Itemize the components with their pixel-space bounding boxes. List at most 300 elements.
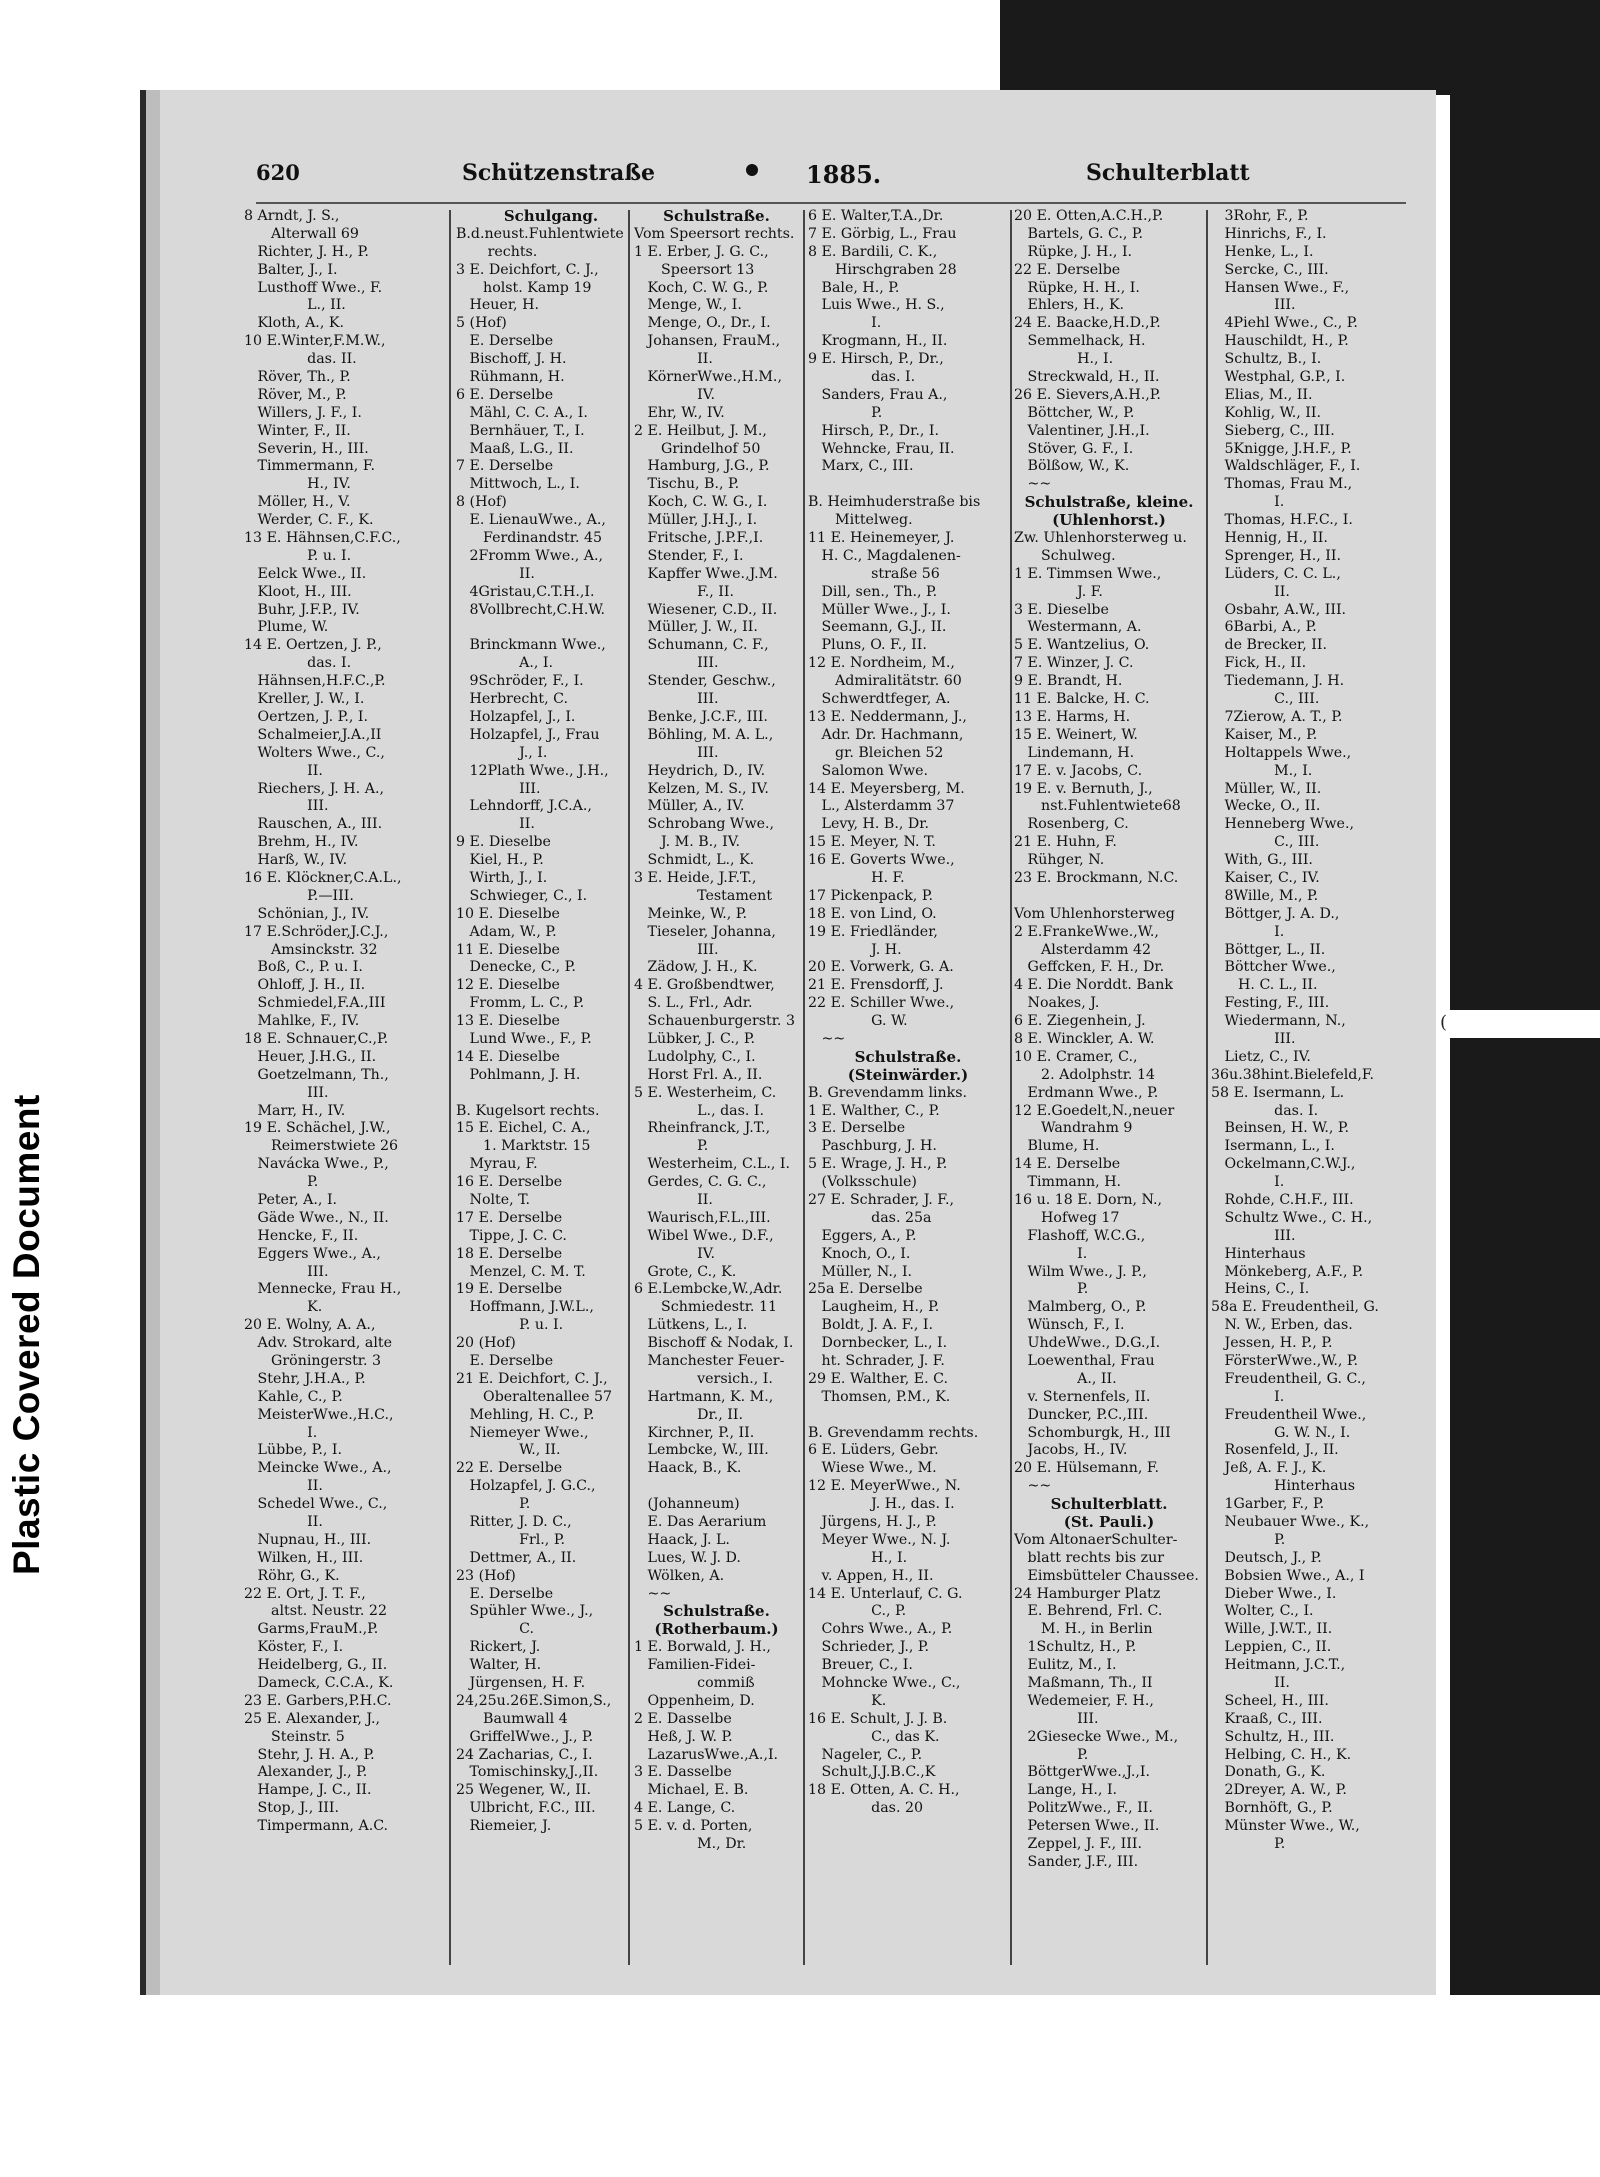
directory-entry: 6 E. Lüders, Gebr.	[808, 1442, 939, 1459]
directory-entry: Manchester Feuer-	[634, 1353, 785, 1369]
directory-entry: 1 E. Timmsen Wwe.,	[1014, 565, 1162, 582]
directory-entry: Seemann, G.J., II.	[808, 619, 947, 636]
directory-entry: E. Derselbe	[456, 333, 554, 350]
directory-entry: Kraaß, C., III.	[1211, 1710, 1323, 1727]
directory-entry: 5 E. Wantzelius, O.	[1014, 637, 1150, 654]
directory-entry: Beinsen, H. W., P.	[1211, 1120, 1350, 1137]
section-heading: Schulstraße.	[854, 1048, 962, 1066]
directory-entry: E. Derselbe	[456, 1585, 554, 1602]
directory-entry: Horst Frl. A., II.	[634, 1066, 763, 1083]
directory-entry: Bernhäuer, T., I.	[456, 422, 585, 439]
directory-entry: Schultz, H., III.	[1211, 1728, 1335, 1745]
directory-entry: 14 E. Unterlauf, C. G.	[808, 1585, 963, 1602]
directory-entry: 29 E. Walther, E. C.	[808, 1370, 948, 1387]
directory-entry: Ferdinandstr. 45	[456, 530, 603, 547]
directory-entry: 23 E. Garbers,P.H.C.	[244, 1692, 392, 1709]
directory-entry: Ockelmann,C.W.J.,	[1211, 1156, 1356, 1173]
directory-entry: Holzapfel, J., Frau	[456, 726, 600, 743]
directory-entry: Wehncke, Frau, II.	[808, 440, 955, 457]
directory-entry: Mennecke, Frau H.,	[244, 1281, 402, 1298]
directory-entry: 1 E. Walther, C., P.	[808, 1102, 940, 1119]
directory-entry: Menzel, C. M. T.	[456, 1263, 586, 1280]
directory-entry: III.	[1211, 1227, 1296, 1244]
directory-entry: Henke, L., I.	[1211, 243, 1314, 260]
directory-entry: Nolte, T.	[456, 1191, 531, 1208]
directory-entry: 27 E. Schrader, J. F.,	[808, 1191, 954, 1208]
directory-entry: Duncker, P.C.,III.	[1014, 1406, 1149, 1423]
directory-entry: Adam, W., P.	[456, 923, 557, 940]
directory-entry: Bölßow, W., K.	[1014, 458, 1130, 475]
directory-entry: Johansen, FrauM.,	[634, 333, 781, 350]
directory-entry: III.	[456, 780, 541, 797]
directory-entry: J. M. B., IV.	[634, 834, 741, 851]
directory-entry: II.	[456, 816, 535, 833]
directory-entry: Valentiner, J.H.,I.	[1014, 422, 1150, 439]
directory-entry: ~~	[808, 1030, 846, 1047]
directory-entry: Riechers, J. H. A.,	[244, 780, 384, 797]
directory-entry: Heydrich, D., IV.	[634, 762, 766, 779]
directory-entry: IV.	[634, 1245, 716, 1262]
directory-entry: Hansen Wwe., F.,	[1211, 279, 1350, 296]
directory-entry: Deutsch, J., P.	[1211, 1549, 1322, 1566]
directory-entry: Haack, J. L.	[634, 1531, 730, 1548]
directory-entry: Hirsch, P., Dr., I.	[808, 422, 940, 439]
directory-entry: I.	[1211, 1388, 1285, 1405]
directory-entry: Timpermann, A.C.	[244, 1818, 389, 1835]
directory-entry: Schrieder, J., P.	[808, 1639, 930, 1656]
directory-entry: Schmidt, L., K.	[634, 852, 755, 869]
directory-entry: H., IV.	[244, 476, 351, 493]
directory-entry: Mittelweg.	[808, 512, 913, 529]
directory-entry: Schultz Wwe., C. H.,	[1211, 1209, 1373, 1226]
directory-entry: 24,25u.26E.Simon,S.,	[456, 1692, 612, 1709]
directory-entry: Mähl, C. C. A., I.	[456, 404, 588, 421]
directory-entry: Timmann, H.	[1014, 1174, 1122, 1191]
directory-entry: Spühler Wwe., J.,	[456, 1603, 594, 1620]
directory-entry: III.	[634, 941, 719, 958]
directory-entry: 7 E. Görbig, L., Frau	[808, 225, 957, 242]
directory-entry: 5 E. Wrage, J. H., P.	[808, 1156, 948, 1173]
directory-entry: Mehling, H. C., P.	[456, 1406, 595, 1423]
right-heading: Schulterblatt	[1086, 160, 1250, 186]
directory-entry: Streckwald, H., II.	[1014, 369, 1160, 386]
directory-entry: Schrobang Wwe.,	[634, 816, 775, 833]
directory-entry: Peter, A., I.	[244, 1191, 338, 1208]
directory-entry: 10 E. Dieselbe	[456, 905, 560, 922]
directory-entry: Waurisch,F.L.,III.	[634, 1209, 771, 1226]
directory-entry: 19 E. v. Bernuth, J.,	[1014, 780, 1153, 797]
directory-entry: Winter, F., II.	[244, 422, 351, 439]
directory-entry: Hofweg 17	[1014, 1209, 1120, 1226]
section-heading: (St. Pauli.)	[1063, 1514, 1155, 1532]
section-heading: (Steinwärder.)	[847, 1066, 969, 1084]
directory-entry: 4 E. Die Norddt. Bank	[1014, 977, 1173, 994]
directory-entry: Böttger, L., II.	[1211, 941, 1326, 958]
directory-entry: Schult,J.J.B.C.,K	[808, 1764, 936, 1781]
directory-entry: Mahlke, F., IV.	[244, 1013, 360, 1030]
directory-entry: BöttgerWwe.,J.,I.	[1014, 1764, 1151, 1781]
directory-entry: Reimerstwiete 26	[244, 1138, 399, 1155]
directory-entry: 8Wille, M., P.	[1211, 887, 1319, 904]
directory-entry: das. I.	[808, 369, 916, 386]
directory-entry: Schulweg.	[1014, 547, 1116, 564]
directory-entry: Noakes, J.	[1014, 995, 1100, 1012]
directory-entry: J. H.	[808, 941, 902, 958]
directory-entry: Wedemeier, F. H.,	[1014, 1692, 1154, 1709]
directory-entry: Dettmer, A., II.	[456, 1549, 577, 1566]
directory-entry: 1 E. Erber, J. G. C.,	[634, 243, 769, 260]
directory-entry: I.	[1014, 1245, 1088, 1262]
side-label: Plastic Covered Document	[6, 1094, 47, 1575]
directory-entry: II.	[244, 1478, 323, 1495]
directory-entry: Helbing, C. H., K.	[1211, 1746, 1352, 1763]
directory-entry: II.	[456, 565, 535, 582]
directory-entry: Semmelhack, H.	[1014, 333, 1146, 350]
directory-entry: 6 E. Walter,T.A.,Dr.	[808, 208, 944, 224]
directory-entry: Gröningerstr. 3	[244, 1353, 382, 1369]
scan-border-gap	[1450, 1010, 1600, 1038]
directory-entry: Wölken, A.	[634, 1567, 725, 1584]
directory-entry: Paschburg, J. H.	[808, 1138, 937, 1155]
directory-entry: Hencke, F., II.	[244, 1227, 359, 1244]
directory-entry: Böttcher Wwe.,	[1211, 959, 1336, 976]
directory-entry: ~~	[634, 1585, 672, 1602]
directory-entry: ~~	[1014, 1478, 1052, 1495]
directory-entry: Westermann, A.	[1014, 619, 1142, 636]
directory-entry: KörnerWwe.,H.M.,	[634, 369, 782, 386]
column-5	[1014, 208, 1204, 1973]
directory-entry: Menge, O., Dr., I.	[634, 315, 771, 332]
directory-entry: Kloth, A., K.	[244, 315, 344, 332]
directory-entry: Ohloff, J. H., II.	[244, 977, 366, 994]
directory-entry: Schönian, J., IV.	[244, 905, 370, 922]
column-divider	[1206, 210, 1208, 1965]
directory-entry: 24 Hamburger Platz	[1014, 1585, 1161, 1602]
directory-entry: Fick, H., II.	[1211, 655, 1307, 672]
directory-entry: Böttger, J. A. D.,	[1211, 905, 1340, 922]
directory-entry: Schwerdtfeger, A.	[808, 691, 951, 708]
directory-entry: Lübker, J. C., P.	[634, 1030, 756, 1047]
directory-entry: Scheel, H., III.	[1211, 1692, 1329, 1709]
directory-entry: 6 E. Ziegenhein, J.	[1014, 1013, 1146, 1030]
directory-entry: Heß, J. W. P.	[634, 1728, 733, 1745]
directory-entry: ~~	[1014, 476, 1052, 493]
directory-entry: Bischoff, J. H.	[456, 351, 567, 368]
directory-entry: Tiedemann, J. H.	[1211, 673, 1345, 690]
directory-entry: 3 E. Heide, J.F.T.,	[634, 869, 757, 886]
directory-entry: B.d.neust.Fuhlentwiete	[456, 225, 624, 242]
directory-entry: Lübbe, P., I.	[244, 1442, 342, 1459]
directory-entry: III.	[244, 1263, 329, 1280]
left-heading: Schützenstraße	[462, 160, 656, 186]
directory-entry: Neubauer Wwe., K.,	[1211, 1514, 1370, 1531]
directory-entry: 2 E.FrankeWwe.,W.,	[1014, 923, 1159, 940]
directory-entry: Koch, C. W. G., I.	[634, 494, 768, 511]
directory-entry: 3 E. Dieselbe	[1014, 601, 1109, 618]
directory-entry: E. Das Aerarium	[634, 1514, 767, 1531]
directory-entry: 9Schröder, F., I.	[456, 673, 584, 690]
directory-entry: 22 E. Schiller Wwe.,	[808, 995, 955, 1012]
directory-entry: 4Piehl Wwe., C., P.	[1211, 315, 1358, 332]
directory-entry: Ulbricht, F.C., III.	[456, 1800, 596, 1817]
directory-entry: Thomas, H.F.C., I.	[1211, 512, 1353, 529]
directory-entry: Wiesener, C.D., II.	[634, 601, 778, 618]
directory-entry: Jessen, H. P., P.	[1211, 1335, 1333, 1352]
directory-entry: rechts.	[456, 243, 538, 260]
directory-entry: L., Alsterdamm 37	[808, 798, 955, 815]
directory-entry: 16 E. Goverts Wwe.,	[808, 852, 955, 869]
directory-entry: Oberaltenallee 57	[456, 1388, 613, 1405]
directory-entry: Wecke, O., II.	[1211, 798, 1321, 815]
directory-entry: 7Zierow, A. T., P.	[1211, 708, 1343, 725]
directory-entry: Lütkens, L., I.	[634, 1317, 748, 1334]
directory-entry: II.	[244, 762, 323, 779]
directory-entry: 1. Marktstr. 15	[456, 1138, 591, 1155]
directory-entry: (Johanneum)	[634, 1496, 740, 1513]
directory-entry: Niemeyer Wwe.,	[456, 1424, 589, 1441]
directory-entry: M. H., in Berlin	[1014, 1621, 1153, 1638]
directory-entry: 14 E. Derselbe	[1014, 1156, 1121, 1173]
directory-entry	[808, 476, 1008, 494]
directory-entry: S. L., Frl., Adr.	[634, 995, 753, 1012]
directory-entry: Zw. Uhlenhorsterweg u.	[1014, 530, 1187, 547]
directory-entry: Koch, C. W. G., P.	[634, 279, 769, 296]
directory-entry: 18 E. von Lind, O.	[808, 905, 937, 922]
directory-entry: Harß, W., IV.	[244, 852, 348, 869]
directory-entry: Brehm, H., IV.	[244, 834, 359, 851]
directory-entry: Severin, H., III.	[244, 440, 369, 457]
directory-entry: III.	[244, 798, 329, 815]
directory-entry: Osbahr, A.W., III.	[1211, 601, 1347, 618]
directory-entry: Münster Wwe., W.,	[1211, 1818, 1360, 1835]
directory-entry: Kapffer Wwe.,J.M.	[634, 565, 778, 582]
directory-entry: 21 E. Frensdorff, J.	[808, 977, 944, 994]
directory-entry: 3Rohr, F., P.	[1211, 208, 1309, 224]
directory-entry: III.	[1211, 1030, 1296, 1047]
directory-entry: Loewenthal, Frau	[1014, 1353, 1155, 1369]
directory-entry: Maßmann, Th., II	[1014, 1675, 1153, 1692]
directory-entry: 4Gristau,C.T.H.,I.	[456, 583, 595, 600]
directory-entry: Eelck Wwe., II.	[244, 565, 367, 582]
directory-entry: K.	[808, 1692, 887, 1709]
directory-entry: M., Dr.	[634, 1836, 747, 1853]
directory-entry: Admiralitätstr. 60	[808, 673, 962, 690]
directory-entry: 11 E. Balcke, H. C.	[1014, 691, 1150, 708]
directory-entry: Donath, G., K.	[1211, 1764, 1326, 1781]
directory-entry: Rickert, J.	[456, 1639, 541, 1656]
directory-entry: 14 E. Meyersberg, M.	[808, 780, 965, 797]
directory-entry: Riemeier, J.	[456, 1818, 552, 1835]
directory-entry: Fritsche, J.P.F.,I.	[634, 530, 764, 547]
directory-entry: Stehr, J.H.A., P.	[244, 1370, 366, 1387]
directory-entry: Jacobs, H., IV.	[1014, 1442, 1128, 1459]
directory-entry: P.	[1211, 1836, 1286, 1853]
column-6	[1211, 208, 1386, 1973]
directory-entry: P.	[244, 1174, 319, 1191]
column-divider	[1010, 210, 1012, 1965]
directory-entry: A., I.	[456, 655, 554, 672]
directory-entry: Menge, W., I.	[634, 297, 742, 314]
directory-entry: Hamburg, J.G., P.	[634, 458, 770, 475]
directory-entry: Hartmann, K. M.,	[634, 1388, 774, 1405]
directory-entry: 3 E. Deichfort, C. J.,	[456, 261, 599, 278]
directory-entry: C., P.	[808, 1603, 907, 1620]
directory-entry: Heitmann, J.C.T.,	[1211, 1657, 1346, 1674]
directory-entry: Lusthoff Wwe., F.	[244, 279, 383, 296]
directory-entry: Petersen Wwe., II.	[1014, 1818, 1160, 1835]
directory-entry: 22 E. Derselbe	[456, 1460, 563, 1477]
directory-entry: Freudentheil Wwe.,	[1211, 1406, 1367, 1423]
column-1	[244, 208, 444, 1973]
header-rule	[256, 202, 1406, 204]
directory-entry: Isermann, L., I.	[1211, 1138, 1335, 1155]
directory-entry: Sieberg, C., III.	[1211, 422, 1335, 439]
directory-entry: Mohncke Wwe., C.,	[808, 1675, 961, 1692]
directory-entry: 13 E. Hähnsen,C.F.C.,	[244, 530, 401, 547]
directory-entry: FörsterWwe.,W., P.	[1211, 1353, 1359, 1369]
directory-entry: Alexander, J., P.	[244, 1764, 368, 1781]
directory-entry: Lembcke, W., III.	[634, 1442, 769, 1459]
directory-entry: Eulitz, M., I.	[1014, 1657, 1117, 1674]
directory-entry: Walter, H.	[456, 1657, 542, 1674]
directory-entry: Holtappels Wwe.,	[1211, 744, 1352, 761]
directory-entry: Rüpke, H. H., I.	[1014, 279, 1140, 296]
directory-entry: F., II.	[634, 583, 735, 600]
column-3	[634, 208, 799, 1973]
directory-entry: Festing, F., III.	[1211, 995, 1330, 1012]
directory-entry: 3 E. Derselbe	[808, 1120, 906, 1137]
directory-entry: C., das K.	[808, 1728, 940, 1745]
directory-entry: Malmberg, O., P.	[1014, 1299, 1147, 1316]
directory-entry: 19 E. Friedländer,	[808, 923, 938, 940]
directory-entry: 21 E. Deichfort, C. J.,	[456, 1370, 608, 1387]
directory-entry: I.	[1211, 494, 1285, 511]
directory-entry: 13 E. Neddermann, J.,	[808, 708, 967, 725]
directory-entry: I.	[1211, 923, 1285, 940]
directory-entry: Wolters Wwe., C.,	[244, 744, 385, 761]
directory-entry: Waldschläger, F., I.	[1211, 458, 1361, 475]
directory-entry: II.	[1211, 1675, 1290, 1692]
directory-entry: 16 E. Derselbe	[456, 1174, 563, 1191]
directory-entry: Rohde, C.H.F., III.	[1211, 1191, 1354, 1208]
directory-entry: Pohlmann, J. H.	[456, 1066, 581, 1083]
directory-entry: Holzapfel, J. G.C.,	[456, 1478, 596, 1495]
directory-entry: Myrau, F.	[456, 1156, 538, 1173]
directory-entry: L., das. I.	[634, 1102, 765, 1119]
directory-entry: Rauschen, A., III.	[244, 816, 383, 833]
directory-entry: Jürgensen, H. F.	[456, 1675, 586, 1692]
column-divider	[803, 210, 805, 1965]
directory-entry: Rosenfeld, J., II.	[1211, 1442, 1339, 1459]
directory-entry	[456, 619, 646, 637]
directory-entry: P. u. I.	[456, 1317, 564, 1334]
directory-entry: 18 E. Schnauer,C.,P.	[244, 1030, 389, 1047]
directory-entry: 25 E. Alexander, J.,	[244, 1710, 381, 1727]
directory-entry: Gäde Wwe., N., II.	[244, 1209, 389, 1226]
directory-entry: 8 E. Winckler, A. W.	[1014, 1030, 1155, 1047]
directory-entry: C., III.	[1211, 834, 1320, 851]
directory-entry: Vom Speersort rechts.	[634, 225, 795, 242]
directory-entry: Müller, A., IV.	[634, 798, 745, 815]
directory-entry: J. F.	[1014, 583, 1103, 600]
directory-entry: Kreller, J. W., I.	[244, 691, 365, 708]
directory-entry: Schomburgk, H., III	[1014, 1424, 1171, 1441]
directory-entry: 25 Wegener, W., II.	[456, 1782, 591, 1799]
directory-entry: gr. Bleichen 52	[808, 744, 944, 761]
directory-entry: Möller, H., V.	[244, 494, 351, 511]
directory-entry: 58 E. Isermann, L.	[1211, 1084, 1345, 1101]
directory-entry: Tomischinsky,J.,II.	[456, 1764, 599, 1781]
section-heading: Schulstraße.	[663, 1603, 770, 1621]
directory-entry: II.	[634, 351, 713, 368]
directory-entry: 16 E. Klöckner,C.A.L.,	[244, 869, 402, 886]
directory-entry: Jeß, A. F. J., K.	[1211, 1460, 1327, 1477]
directory-entry: K.	[244, 1299, 323, 1316]
directory-entry: Frl., P.	[456, 1531, 566, 1548]
directory-entry: Müller Wwe., J., I.	[808, 601, 951, 618]
directory-entry: Westerheim, C.L., I.	[634, 1156, 790, 1173]
scan-bottom-margin	[0, 1995, 1600, 2177]
directory-entry: Brinckmann Wwe.,	[456, 637, 606, 654]
directory-entry: Thomsen, P.M., K.	[808, 1388, 951, 1405]
directory-entry: 24 E. Baacke,H.D.,P.	[1014, 315, 1161, 332]
page-header	[146, 160, 1436, 200]
directory-entry: LazarusWwe.,A.,I.	[634, 1746, 779, 1763]
directory-entry: 6 E. Derselbe	[456, 386, 554, 403]
directory-entry: 8Vollbrecht,C.H.W.	[456, 601, 606, 618]
directory-entry: Stehr, J. H. A., P.	[244, 1746, 375, 1763]
directory-entry: III.	[244, 1084, 329, 1101]
directory-entry: Adv. Strokard, alte	[244, 1335, 392, 1352]
directory-entry: Fromm, L. C., P.	[456, 995, 585, 1012]
directory-entry: 1Schultz, H., P.	[1014, 1639, 1137, 1656]
directory-entry: Wiese Wwe., M.	[808, 1460, 937, 1477]
directory-entry: Maaß, L.G., II.	[456, 440, 574, 457]
directory-entry: 10 E. Cramer, C.,	[1014, 1048, 1138, 1065]
directory-entry: Ritter, J. D. C.,	[456, 1514, 572, 1531]
directory-entry: Oertzen, J. P., I.	[244, 708, 368, 725]
directory-entry: Plume, W.	[244, 619, 329, 636]
directory-entry: Sprenger, H., II.	[1211, 547, 1341, 564]
directory-entry: versich., I.	[634, 1370, 773, 1387]
directory-entry: 12 E. Nordheim, M.,	[808, 655, 955, 672]
directory-entry: Holzapfel, J., I.	[456, 708, 576, 725]
directory-entry: Grindelhof 50	[634, 440, 761, 457]
directory-entry: Wolter, C., I.	[1211, 1603, 1314, 1620]
directory-entry: Goetzelmann, Th.,	[244, 1066, 389, 1083]
directory-entry: Familien-Fidei-	[634, 1657, 756, 1674]
directory-entry: Nageler, C., P.	[808, 1746, 923, 1763]
directory-entry: Bischoff & Nodak, I.	[634, 1335, 794, 1352]
directory-entry: 12 E. Dieselbe	[456, 977, 560, 994]
directory-entry: P.	[1014, 1281, 1089, 1298]
directory-entry: Rühmann, H.	[456, 369, 565, 386]
directory-entry: 6Barbi, A., P.	[1211, 619, 1317, 636]
directory-entry: 25a E. Derselbe	[808, 1281, 923, 1298]
directory-entry: W., II.	[456, 1442, 561, 1459]
directory-entry: Tischu, B., P.	[634, 476, 740, 493]
document-page	[140, 90, 1436, 1995]
directory-entry: Thomas, Frau M.,	[1211, 476, 1353, 493]
directory-entry: 11 E. Heinemeyer, J.	[808, 530, 955, 547]
directory-entry: 4 E. Lange, C.	[634, 1800, 736, 1817]
directory-entry: 8 (Hof)	[456, 494, 507, 511]
directory-entry: 21 E. Huhn, F.	[1014, 834, 1117, 851]
directory-entry: Laugheim, H., P.	[808, 1299, 940, 1316]
section-heading: Schulstraße.	[663, 208, 770, 225]
directory-entry	[808, 1407, 1008, 1425]
directory-entry: With, G., III.	[1211, 852, 1313, 869]
